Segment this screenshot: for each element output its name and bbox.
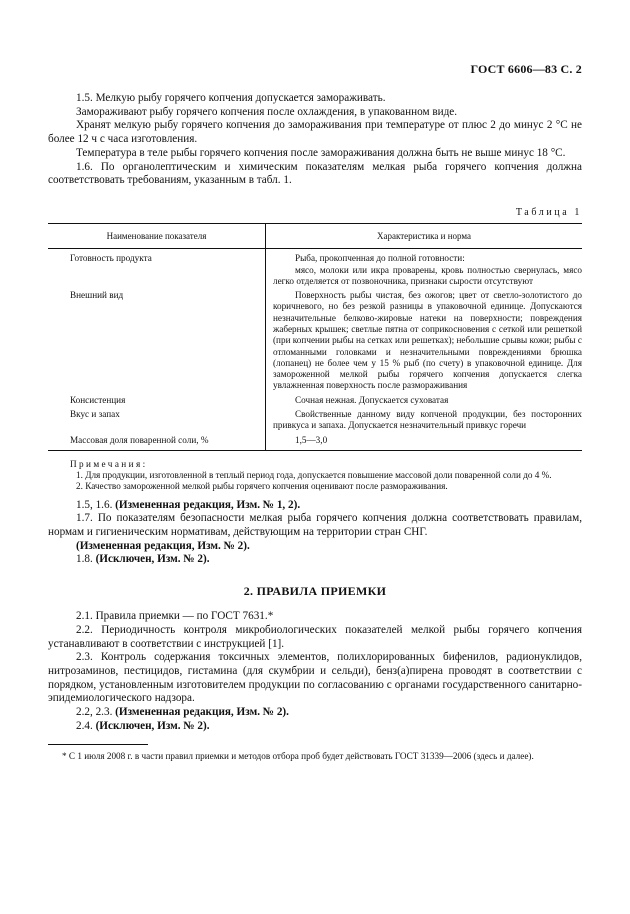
notes-title: Примечания: [70,458,148,469]
row-name: Вкус и запах [48,406,266,432]
paragraph-1-8: 1.8. (Исключен, Изм. № 2). [76,553,210,566]
footnote: * С 1 июля 2008 г. в части правил приемки и методов отбора проб будет действовать ГОСТ 31339—2006 (здесь и далее). [62,751,534,762]
table-header-row [48,223,582,248]
section1-tail [48,499,582,568]
paragraph-2-3: 2.3. Контроль содержания токсичных элементов, полихлорированных бифенилов, радионуклидов, нитрозаминов, пестицидов, гистамина (для скумбрии и сельди), бенз(а)пирена проводят в соответствии с порядком, установленным изготовителем продукции по согласованию с органами государственного санитарно-эпидемиологического надзора. [48,651,582,705]
paragraph-2-4: 2.4. (Исключен, Изм. № 2). [76,719,210,732]
row-value: Свойственные данному виду копченой продукции, без посторонних привкуса и запаха. Допускается незначительный привкус горечи [273,409,582,431]
table-row [48,287,582,392]
requirements-table [48,223,582,451]
paragraph-storage: Хранят мелкую рыбу горячего копчения до замораживания при температуре от плюс 2 до минус 2 °С не более 12 ч с часа изготовления. [48,119,582,146]
table-row [48,249,582,287]
table-row [48,406,582,432]
table-notes [48,459,582,493]
row-name: Массовая доля поваренной соли, % [48,432,266,451]
section-2-body [48,610,582,733]
paragraph-2-1: 2.1. Правила приемки — по ГОСТ 7631.* [76,610,274,623]
table-row [48,392,582,406]
note-item: 1. Для продукции, изготовленной в теплый период года, допускается повышение массовой доли поваренной соли до 4 %. [76,470,552,481]
page-header: ГОСТ 6606—83 С. 2 [470,62,582,76]
row-name: Внешний вид [48,287,266,392]
amendment-2-2-2-3: 2.2, 2.3. (Измененная редакция, Изм. № 2). [76,706,289,719]
table-row [48,432,582,451]
note-item: 2. Качество замороженной мелкой рыбы горячего копчения оценивают после размораживания. [76,481,448,492]
column-header-norm: Характеристика и норма [266,223,583,248]
paragraph-1-6: 1.6. По органолептическим и химическим показателям мелкая рыба горячего копчения должна соответствовать требованиям, указанным в табл. 1. [48,160,582,187]
paragraph-1-5: 1.5. Мелкую рыбу горячего копчения допускается замораживать. [76,92,386,104]
paragraph-1-7: 1.7. По показателям безопасности мелкая рыба горячего копчения должна соответствовать правилам, нормам и гигиеническим нормативам, действующим на территории стран СНГ. [48,512,582,538]
column-header-name: Наименование показателя [48,223,266,248]
row-value: Рыба, прокопченная до полной готовности: мясо, молоки или икра проварены, кровь полностью свернулась, мясо легко отделяется от позвоночника, признаки сырости отсутствуют [273,253,582,286]
row-name: Готовность продукта [48,249,266,287]
paragraph-2-2: 2.2. Периодичность контроля микробиологических показателей мелкой рыбы горячего копчения устанавливают в соответствии с инструкцией [1]. [48,623,582,650]
table-caption: Таблица 1 [515,206,582,218]
page-content [48,92,582,763]
amendment-1-5-1-6: 1.5, 1.6. (Измененная редакция, Изм. № 1, 2). [76,498,301,511]
paragraph-freezing: Замораживают рыбу горячего копчения после охлаждения, в упакованном виде. [76,105,458,118]
paragraph-temperature: Температура в теле рыбы горячего копчения после замораживания должна быть не выше минус 18 °С. [76,146,566,159]
amendment-1-7: (Измененная редакция, Изм. № 2). [76,539,250,552]
row-value: 1,5—3,0 [266,432,583,451]
row-value: Сочная нежная. Допускается суховатая [295,394,449,405]
section-2-title: 2. ПРАВИЛА ПРИЕМКИ [243,584,387,599]
row-name: Консистенция [48,392,266,406]
row-value: Поверхность рыбы чистая, без ожогов; цвет от светло-золотистого до коричневого, но без резкой разницы в упаковочной единице. Допускаются незначительные белково-жировые натеки на поверхности; повреждения жаберных крышек; светлые пятна от соприкосновения с сеткой или решеткой (при копчении рыбы на сетках или решетках); небольшие срывы кожи; рыбы с отломанными головками и незначительными повреждениями брюшка (лопанец) не более чем у 15 % рыб (по счету) в упаковочной единице. Для замороженной мелкой рыбы горячего копчения допускается слегка увлажненная поверхность после размораживания [273,290,582,391]
footnote-divider [48,744,148,745]
